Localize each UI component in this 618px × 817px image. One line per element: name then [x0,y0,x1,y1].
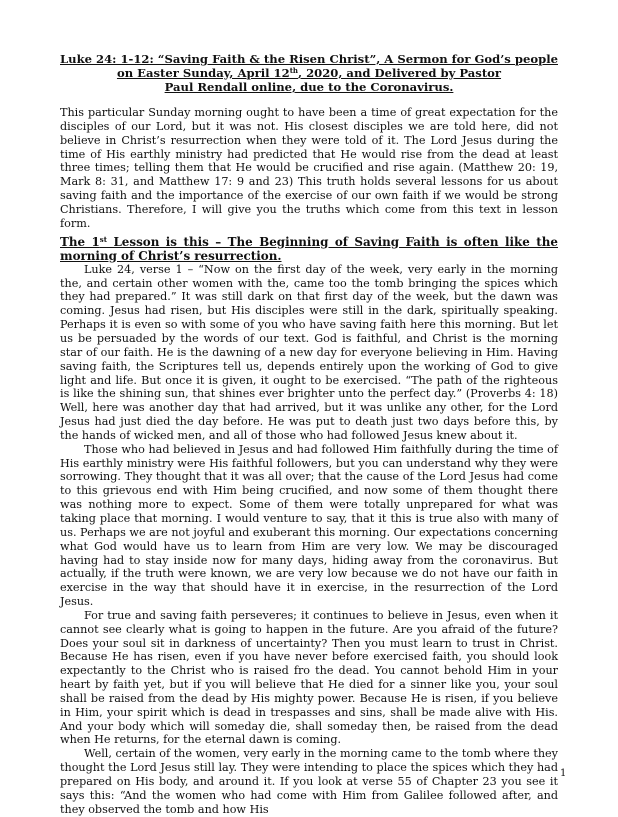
title-line-1: Luke 24: 1-12: “Saving Faith & the Risen Christ”, A Sermon for God’s people [60,52,558,66]
title-line-2-suffix: th [289,66,299,75]
lesson-heading-start: The 1 [60,234,100,249]
title-line-3: Paul Rendall online, due to the Coronavirus. [164,80,454,94]
lesson-heading [60,235,558,263]
title-line-2-start: on Easter Sunday, April 12 [116,66,290,80]
lesson-heading-end: Lesson is this – The Beginning of Saving Faith is often like the morning of Christ’s resurrection. [60,234,558,263]
title-line-2 [60,66,558,80]
sermon-body [60,106,558,817]
title-line-2-end: , 2020, and Delivered by Pastor [298,66,502,80]
lesson-heading-suffix: st [99,234,107,244]
sermon-title [60,52,558,94]
body-paragraph-2: Those who had believed in Jesus and had followed Him faithfully during the time of His earthly ministry were His faithful followers, but you can understand why they were sorrowing. They thought that it was all over; that the cause of the Lord Jesus had come to this grievous end with Him being crucified, and now some of them thought there was nothing more to expect. Some of them were totally unprepared for what was taking place that morning. I would venture to say, that it this is true also with many of us. Perhaps we are not joyful and exuberant this morning. Our expectations concerning what God would have us to learn from Him are very low. We may be discouraged having had to stay inside now for many days, hiding away from the coronavirus. But actually, if the truth were known, we are very low because we do not have our faith in exercise in the way that should have it in exercise, in the resurrection of the Lord Jesus. [60,442,558,609]
body-paragraph-1: Luke 24, verse 1 – “Now on the first day of the week, very early in the morning the, and certain other women with the, came too the tomb bringing the spices which they had prepared.” It was still dark on that first day of the week, but the dawn was coming. Jesus had risen, but His disciples were still in the dark, spiritually speaking. Perhaps it is even so with some of you who have saving faith here this morning. But let us be persuaded by the words of our text. God is faithful, and Christ is the morning star of our faith. He is the dawning of a new day for everyone believing in Him. Having saving faith, the Scriptures tell us, depends entirely upon the working of God to give light and life. But once it is given, it ought to be exercised. “The path of the righteous is like the shining sun, that shines ever brighter unto the perfect day.” (Proverbs 4: 18) Well, here was another day that had arrived, but it was unlike any other, for the Lord Jesus had just died the day before. He was put to death just two days before this, by the hands of wicked men, and all of those who had followed Jesus knew about it. [60,262,558,442]
body-paragraph-4: Well, certain of the women, very early in the morning came to the tomb where they thought the Lord Jesus still lay. They were intending to place the spices which they had prepared on His body, and around it. If you look at verse 55 of Chapter 23 you see it says this: “And the women who had come with Him from Galilee followed after, and they observed the tomb and how His [60,747,558,816]
page-number: 1 [560,768,567,779]
intro-paragraph: This particular Sunday morning ought to have been a time of great expectation for the disciples of our Lord, but it was not. His closest disciples we are told here, did not believe in Christ’s resurrection when they were told of it. The Lord Jesus during the time of His earthly ministry had predicted that He would rise from the dead at least three times; telling them that He would be crucified and rise again. (Matthew 20: 19, Mark 8: 31, and Matthew 17: 9 and 23) This truth holds several lessons for us about saving faith and the importance of the exercise of our own faith if we would be strong Christians. Therefore, I will give you the truths which come from this text in lesson form. [60,106,558,230]
body-paragraph-3: For true and saving faith perseveres; it continues to believe in Jesus, even when it cannot see clearly what is going to happen in the future. Are you afraid of the future? Does your soul sit in darkness of uncertainty? Then you must learn to trust in Christ. Because He has risen, even if you have never before exercised faith, you should look expectantly to the Christ who is raised fro the dead. You cannot behold Him in your heart by faith yet, but if you will believe that He died for a sinner like you, your soul shall be raised from the dead by His mighty power. Because He is risen, if you believe in Him, your spirit which is dead in trespasses and sins, shall be made alive with His. And your body which will someday die, shall someday then, be raised from the dead when He returns, for the eternal dawn is coming. [60,608,558,747]
